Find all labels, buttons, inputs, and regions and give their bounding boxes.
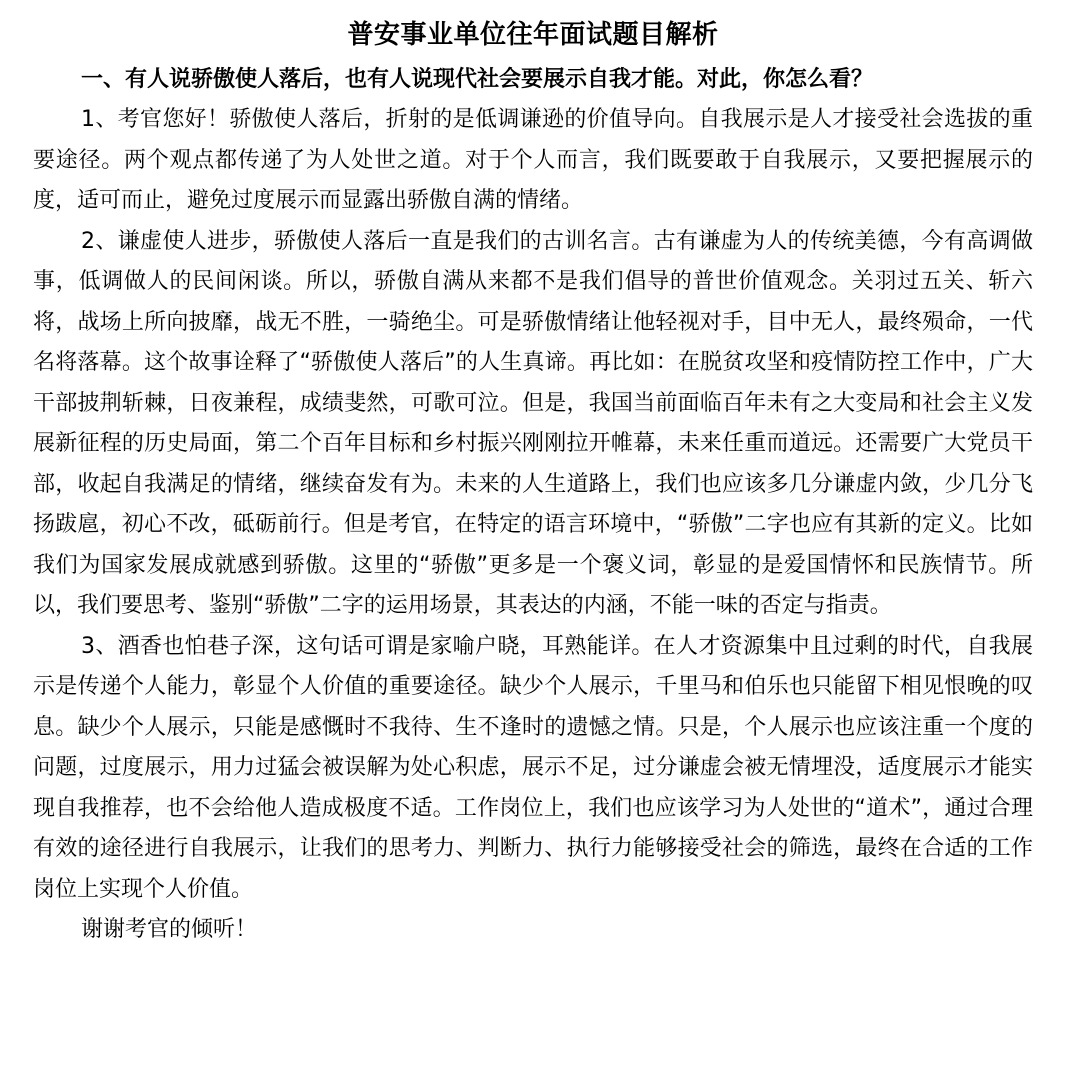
question-heading: 一、有人说骄傲使人落后，也有人说现代社会要展示自我才能。对此，你怎么看？: [81, 67, 874, 92]
answer-paragraph-1: 1、考官您好！骄傲使人落后，折射的是低调谦逊的价值导向。自我展示是人才接受社会选拔的重要途径。两个观点都传递了为人处世之道。对于个人而言，我们既要敢于自我展示，又要把握展示的度，适可而止，避免过度展示而显露出骄傲自满的情绪。: [33, 107, 1033, 213]
closing-line: 谢谢考官的倾听！: [81, 917, 258, 942]
answer-paragraph-3: 3、酒香也怕巷子深，这句话可谓是家喻户晓，耳熟能详。在人才资源集中且过剩的时代，自我展示是传递个人能力，彰显个人价值的重要途径。缺少个人展示，千里马和伯乐也只能留下相见恨晚的叹息。缺少个人展示，只能是感慨时不我待、生不逢时的遗憾之情。只是，个人展示也应该注重一个度的问题，过度展示，用力过猛会被误解为处心积虑，展示不足，过分谦虚会被无情埋没，适度展示才能实现自我推荐，也不会给他人造成极度不适。工作岗位上，我们也应该学习为人处世的“道术”，通过合理有效的途径进行自我展示，让我们的思考力、判断力、执行力能够接受社会的筛选，最终在合适的工作岗位上实现个人价值。: [33, 633, 1033, 902]
answer-paragraph-2: 2、谦虚使人进步，骄傲使人落后一直是我们的古训名言。古有谦虚为人的传统美德，今有高调做事，低调做人的民间闲谈。所以，骄傲自满从来都不是我们倡导的普世价值观念。关羽过五关、斩六将，战场上所向披靡，战无不胜，一骑绝尘。可是骄傲情绪让他轻视对手，目中无人，最终殒命，一代名将落幕。这个故事诠释了“骄傲使人落后”的人生真谛。再比如：在脱贫攻坚和疫情防控工作中，广大干部披荆斩棘，日夜兼程，成绩斐然，可歌可泣。但是，我国当前面临百年未有之大变局和社会主义发展新征程的历史局面，第二个百年目标和乡村振兴刚刚拉开帷幕，未来任重而道远。还需要广大党员干部，收起自我满足的情绪，继续奋发有为。未来的人生道路上，我们也应该多几分谦虚内敛，少几分飞扬跋扈，初心不改，砥砺前行。但是考官，在特定的语言环境中，“骄傲”二字也应有其新的定义。比如我们为国家发展成就感到骄傲。这里的“骄傲”更多是一个褒义词，彰显的是爱国情怀和民族情节。所以，我们要思考、鉴别“骄傲”二字的运用场景，其表达的内涵，不能一味的否定与指责。: [33, 228, 1033, 618]
document-title: 普安事业单位往年面试题目解析: [347, 20, 719, 50]
